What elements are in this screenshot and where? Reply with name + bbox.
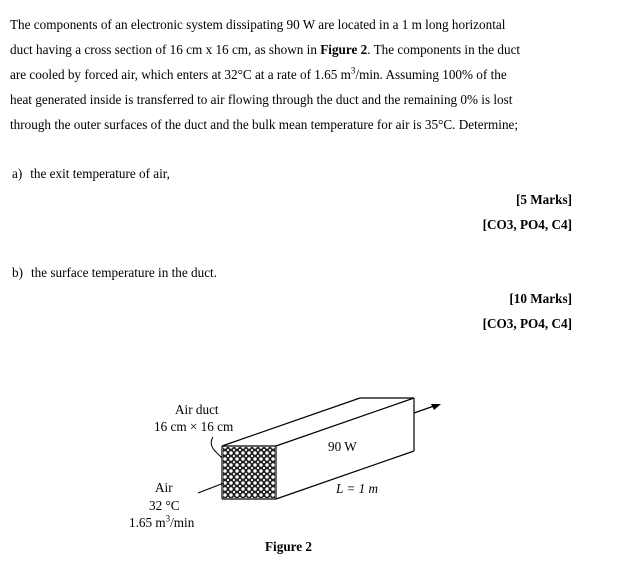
- air-label: Air: [155, 480, 173, 495]
- outcomes-label: [CO3, PO4, C4]: [482, 316, 572, 331]
- marks-label: [5 Marks]: [515, 192, 572, 207]
- question-label: a): [12, 166, 23, 181]
- duct-label-leader: [211, 437, 222, 458]
- problem-line-4: heat generated inside is transferred to air flowing through the duct and the remaining 0% is lost: [10, 92, 513, 107]
- duct-label: Air duct: [175, 402, 219, 417]
- problem-line-1: The components of an electronic system dissipating 90 W are located in a 1 m long horizontal: [10, 17, 506, 32]
- inlet-air-line: [198, 483, 224, 493]
- duct-size-label: 16 cm × 16 cm: [154, 419, 234, 434]
- question-text: the exit temperature of air,: [30, 166, 170, 181]
- duct-cross-section: [223, 447, 275, 498]
- outlet-arrow: [414, 404, 441, 413]
- power-label: 90 W: [328, 439, 357, 454]
- figure-caption: Figure 2: [265, 539, 313, 554]
- question-label: b): [12, 265, 23, 280]
- problem-line-5: through the outer surfaces of the duct and the bulk mean temperature for air is 35°C. Determine;: [10, 117, 519, 132]
- marks-label: [10 Marks]: [509, 291, 572, 306]
- figure-reference: Figure 2: [320, 42, 368, 57]
- problem-line-2: duct having a cross section of 16 cm x 16 cm, as shown in Figure 2. The components in the duct: [10, 42, 521, 57]
- outcomes-label: [CO3, PO4, C4]: [482, 217, 572, 232]
- air-temperature-label: 32 °C: [149, 498, 180, 513]
- problem-line-3: are cooled by forced air, which enters at 32°C at a rate of 1.65 $m^3/\min$. Assuming 100% of the: [10, 65, 507, 82]
- length-label: L = 1 m: [336, 481, 379, 496]
- air-flow-rate-label: 1.65 $m^3/\min$: [129, 513, 195, 530]
- question-text: the surface temperature in the duct.: [31, 265, 218, 280]
